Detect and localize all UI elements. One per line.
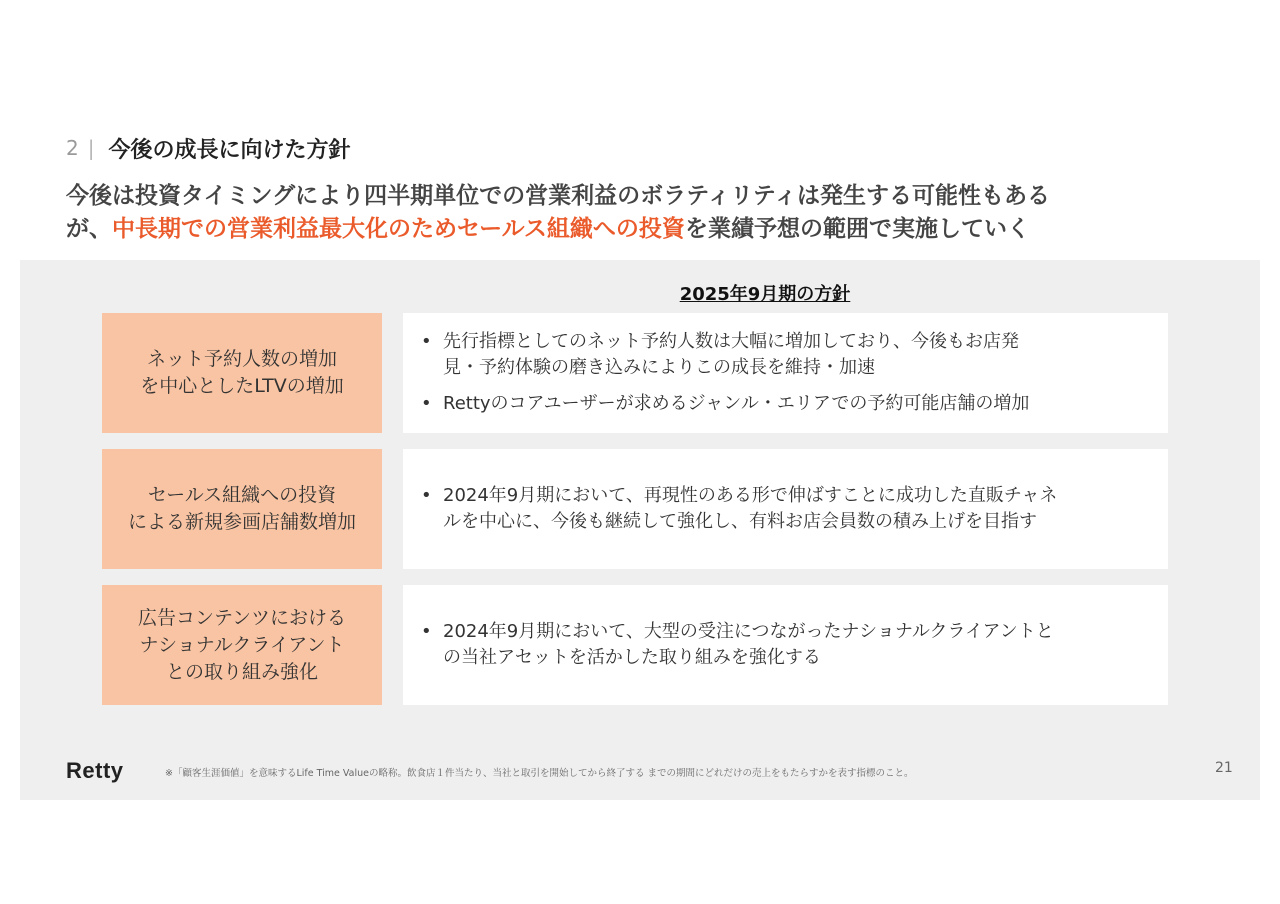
bullet-item: [415, 391, 1144, 417]
bullet-line: 2024年9月期において、再現性のある形で伸ばすことに成功した直販チャネ: [443, 485, 1058, 506]
lead-line-2: [66, 213, 1216, 246]
bullet-icon: •: [421, 485, 432, 506]
lead-statement: [66, 180, 1216, 246]
bullet-icon: •: [421, 331, 432, 352]
section-header: [66, 133, 351, 163]
policy-label-sales: [102, 449, 382, 569]
policy-desc-sales: [403, 449, 1168, 569]
label-line: との取り組み強化: [165, 660, 318, 683]
section-separator: |: [87, 136, 95, 160]
bullet-line: 見・予約体験の磨き込みによりこの成長を維持・加速: [443, 357, 875, 378]
bullet-item: [415, 483, 1144, 535]
policy-header: 2025年9月期の方針: [679, 284, 851, 305]
policy-label-ltv: [102, 313, 382, 433]
label-line: 広告コンテンツにおける: [137, 606, 347, 629]
label-line: セールス組織への投資: [147, 484, 337, 506]
page-number: 21: [1215, 760, 1233, 776]
section-number: 2: [66, 136, 80, 160]
lead-line-2-suffix: を業績予想の範囲で実施していく: [684, 216, 1030, 242]
policy-desc-ads: [403, 585, 1168, 705]
label-line: ネット予約人数の増加: [146, 348, 337, 370]
policy-label-ads: [102, 585, 382, 705]
bullet-item: [415, 329, 1144, 381]
label-line: ナショナルクライアント: [139, 633, 345, 656]
lead-line-1: 今後は投資タイミングにより四半期単位での営業利益のボラティリティは発生する可能性もある: [66, 183, 1050, 209]
lead-line-2-prefix: が、: [66, 216, 112, 242]
retty-logo: Retty: [66, 758, 124, 783]
bullet-icon: •: [421, 393, 432, 414]
bullet-line: 2024年9月期において、大型の受注につながったナショナルクライアントと: [443, 621, 1054, 642]
label-line: を中心としたLTVの増加: [140, 375, 344, 397]
section-title: 今後の成長に向けた方針: [108, 137, 351, 163]
bullet-line: の当社アセットを活かした取り組みを強化する: [443, 647, 821, 668]
bullet-line: 先行指標としてのネット予約人数は大幅に増加しており、今後もお店発: [443, 331, 1019, 352]
footnote: ※「顧客生涯価値」を意味するLife Time Valueの略称。飲食店１件当たり、当社と取引を開始してから終了する までの期間にどれだけの売上をもたらすかを表す指標のこと。: [165, 768, 914, 779]
bullet-icon: •: [421, 621, 432, 642]
label-line: による新規参画店舗数増加: [127, 511, 356, 533]
policy-desc-ltv: [403, 313, 1168, 433]
bullet-item: [415, 619, 1144, 671]
bullet-line: ルを中心に、今後も継続して強化し、有料お店会員数の積み上げを目指す: [443, 511, 1037, 532]
lead-highlight: 中長期での営業利益最大化のためセールス組織への投資: [112, 216, 685, 242]
bullet-line: Rettyのコアユーザーが求めるジャンル・エリアでの予約可能店舗の増加: [443, 393, 1030, 414]
